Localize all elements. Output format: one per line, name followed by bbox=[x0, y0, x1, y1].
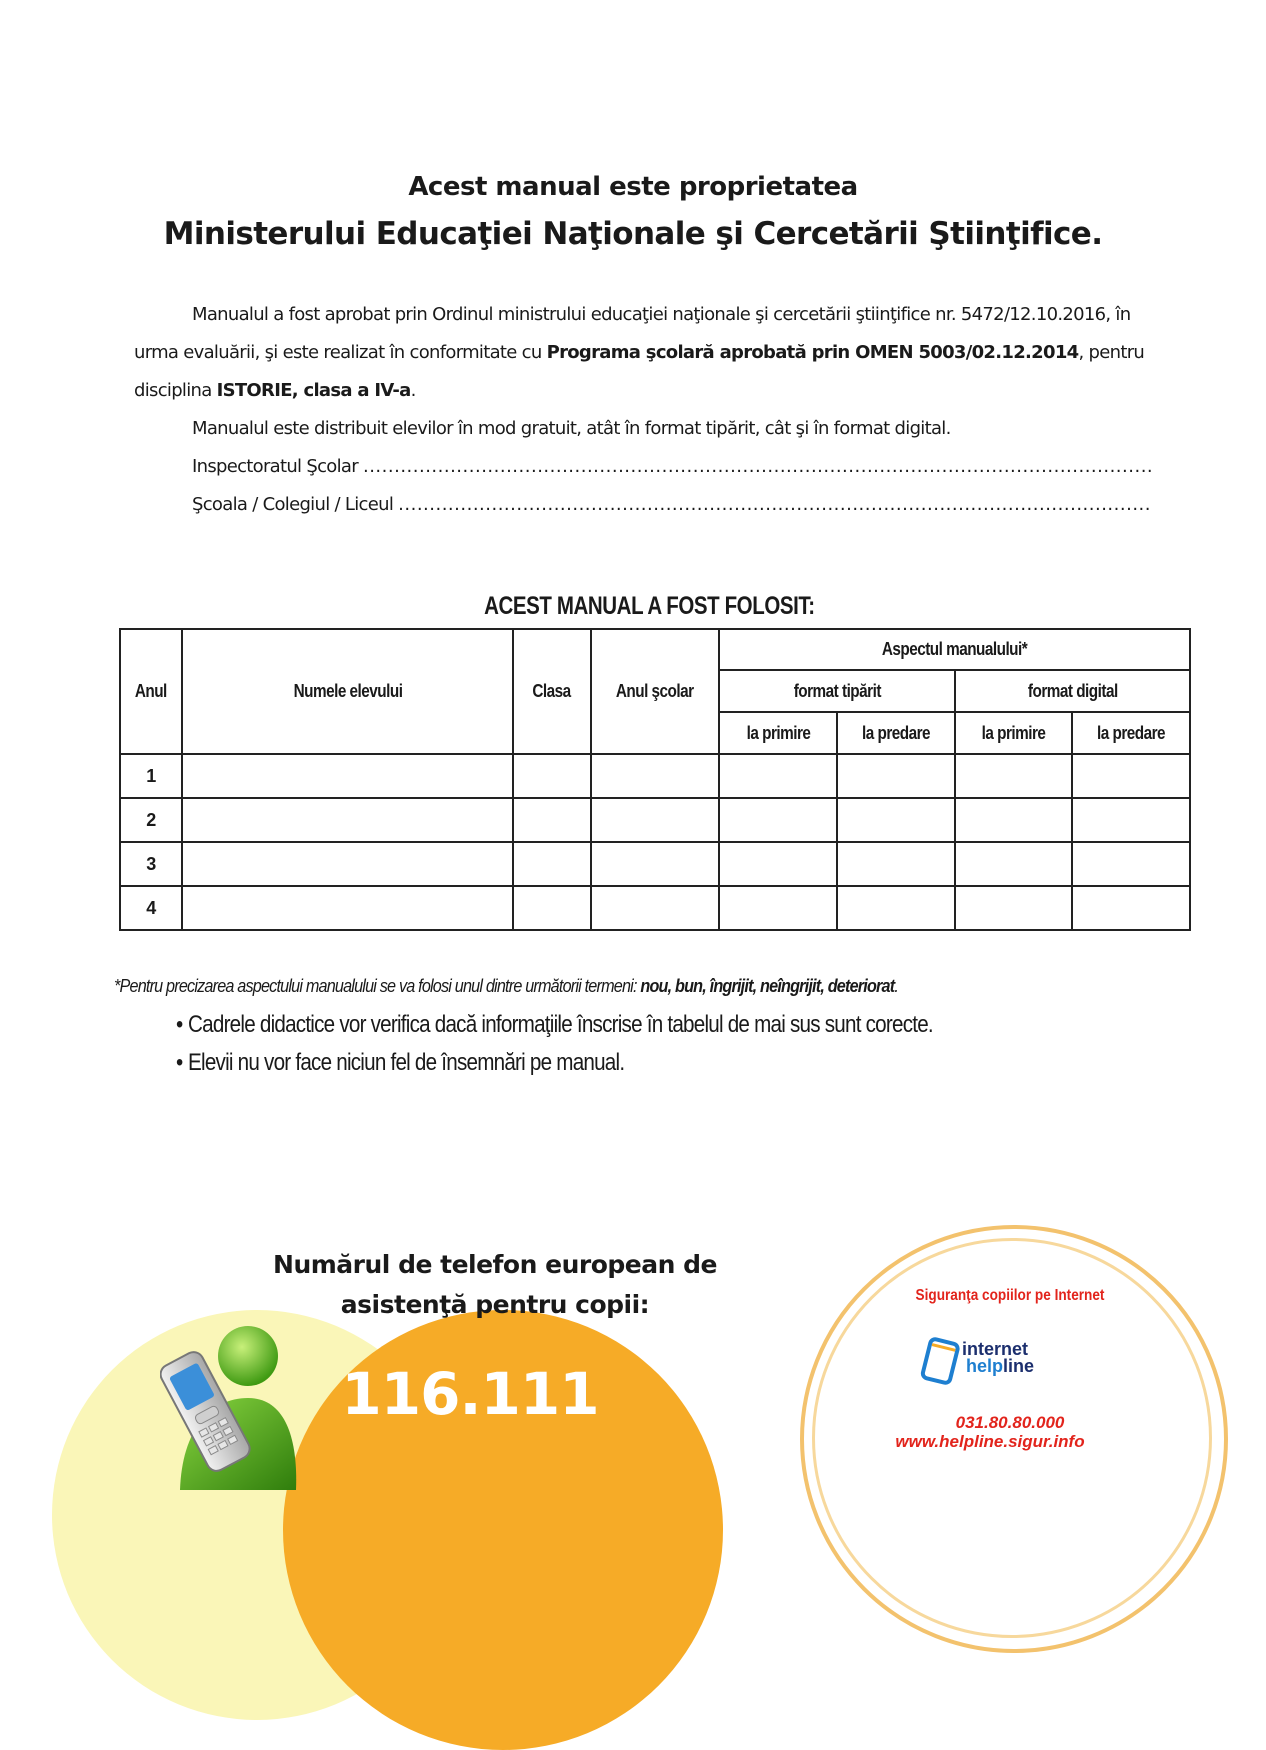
cell-tiparit-primire[interactable] bbox=[719, 886, 837, 930]
header-digital-la-predare: la predare bbox=[1072, 712, 1190, 754]
hotline-title-line-2: asistenţă pentru copii: bbox=[340, 1290, 650, 1319]
cell-anul-scolar[interactable] bbox=[591, 842, 720, 886]
inspectorat-label: Inspectoratul Şcolar bbox=[192, 456, 358, 477]
cell-digital-predare[interactable] bbox=[1072, 798, 1190, 842]
table-row bbox=[120, 798, 1190, 842]
header-numele: Numele elevului bbox=[182, 629, 514, 754]
cell-tiparit-primire[interactable] bbox=[719, 754, 837, 798]
cell-numele[interactable] bbox=[182, 886, 514, 930]
instruction-text: Elevii nu vor face niciun fel de însemnări pe manual. bbox=[188, 1049, 625, 1076]
usage-table-title: ACEST MANUAL A FOST FOLOSIT: bbox=[484, 592, 815, 620]
table-row bbox=[120, 842, 1190, 886]
cell-digital-predare[interactable] bbox=[1072, 842, 1190, 886]
distribution-paragraph: Manualul este distribuit elevilor în mod gratuit, atât în format tipărit, cât şi în format digital. bbox=[192, 418, 951, 439]
footnote-text: *Pentru precizarea aspectului manualului se va folosi unul dintre următorii termeni: bbox=[114, 976, 641, 996]
instructions-list bbox=[176, 1006, 1036, 1082]
row-number: 3 bbox=[120, 842, 182, 886]
cell-clasa[interactable] bbox=[513, 886, 590, 930]
cell-digital-primire[interactable] bbox=[955, 886, 1073, 930]
table-row bbox=[120, 754, 1190, 798]
cell-digital-predare[interactable] bbox=[1072, 886, 1190, 930]
cell-anul-scolar[interactable] bbox=[591, 798, 720, 842]
cell-tiparit-predare[interactable] bbox=[837, 842, 955, 886]
cell-clasa[interactable] bbox=[513, 842, 590, 886]
logo-line: line bbox=[1003, 1356, 1035, 1376]
title-line-2: Ministerului Educaţiei Naţionale şi Cercetării Ştiinţifice. bbox=[163, 216, 1103, 252]
header-clasa: Clasa bbox=[513, 629, 590, 754]
bullet-icon: • bbox=[176, 1011, 183, 1038]
logo-line-1: internet bbox=[962, 1339, 1029, 1359]
list-item bbox=[176, 1044, 1036, 1082]
header-anul-scolar: Anul şcolar bbox=[591, 629, 720, 754]
cell-digital-predare[interactable] bbox=[1072, 754, 1190, 798]
cell-clasa[interactable] bbox=[513, 754, 590, 798]
hotline-number: 116.111 bbox=[341, 1360, 599, 1428]
programa-text: Programa şcolară aprobată prin OMEN 5003/02.12.2014 bbox=[546, 342, 1079, 363]
scoala-line bbox=[134, 486, 1164, 524]
helpline-phone: 031.80.80.000 bbox=[955, 1413, 1065, 1432]
header-anul: Anul bbox=[120, 629, 182, 754]
logo-help: help bbox=[966, 1356, 1004, 1376]
header-format-digital: format digital bbox=[955, 670, 1190, 712]
row-number: 4 bbox=[120, 886, 182, 930]
instruction-text: Cadrele didactice vor verifica dacă informaţiile înscrise în tabelul de mai sus sunt corecte. bbox=[188, 1011, 933, 1038]
cell-tiparit-primire[interactable] bbox=[719, 842, 837, 886]
cell-tiparit-primire[interactable] bbox=[719, 798, 837, 842]
bullet-icon: • bbox=[176, 1049, 183, 1076]
title-line-1: Acest manual este proprietatea bbox=[408, 172, 858, 202]
cell-digital-primire[interactable] bbox=[955, 754, 1073, 798]
cell-tiparit-predare[interactable] bbox=[837, 886, 955, 930]
helpline-url-link[interactable]: www.helpline.sigur.info bbox=[895, 1432, 1085, 1451]
cell-digital-primire[interactable] bbox=[955, 842, 1073, 886]
cell-tiparit-predare[interactable] bbox=[837, 798, 955, 842]
cell-clasa[interactable] bbox=[513, 798, 590, 842]
cell-anul-scolar[interactable] bbox=[591, 754, 720, 798]
cell-numele[interactable] bbox=[182, 754, 514, 798]
scoala-label: Şcoala / Colegiul / Liceul bbox=[192, 494, 394, 515]
helpline-caption: Siguranţa copiilor pe Internet bbox=[915, 1287, 1105, 1304]
hotline-title bbox=[260, 1245, 730, 1325]
row-number: 1 bbox=[120, 754, 182, 798]
header-aspect: Aspectul manualului* bbox=[719, 629, 1190, 670]
approval-period: . bbox=[410, 380, 416, 401]
approval-text-2: , pentru disciplina bbox=[134, 342, 1145, 401]
cell-numele[interactable] bbox=[182, 842, 514, 886]
usage-table bbox=[119, 628, 1191, 931]
header-format-tiparit: format tipărit bbox=[719, 670, 954, 712]
cell-tiparit-predare[interactable] bbox=[837, 754, 955, 798]
footnote-terms: nou, bun, îngrijit, neîngrijit, deteriorat bbox=[640, 976, 895, 996]
cell-digital-primire[interactable] bbox=[955, 798, 1073, 842]
discipline-text: ISTORIE, clasa a IV-a bbox=[216, 380, 411, 401]
cell-anul-scolar[interactable] bbox=[591, 886, 720, 930]
mobile-phone-icon bbox=[160, 1320, 300, 1490]
intro-text bbox=[134, 296, 1164, 524]
list-item bbox=[176, 1006, 1036, 1044]
hotline-title-line-1: Numărul de telefon european de bbox=[273, 1250, 717, 1279]
approval-text: Manualul a fost aprobat prin Ordinul ministrului educaţiei naţionale şi cercetării ştiinţifice nr. 5472/12.10.2016, în urma evaluării, şi este realizat în conformitate cu bbox=[134, 304, 1131, 363]
inspectorat-line bbox=[134, 448, 1164, 486]
cell-numele[interactable] bbox=[182, 798, 514, 842]
approval-paragraph bbox=[134, 296, 1164, 410]
header-tiparit-la-predare: la predare bbox=[837, 712, 955, 754]
header-tiparit-la-primire: la primire bbox=[719, 712, 837, 754]
helpline-logo bbox=[962, 1341, 1034, 1375]
header-digital-la-primire: la primire bbox=[955, 712, 1073, 754]
footnote-end: . bbox=[894, 976, 899, 996]
scoala-dots: ......................................................................................................................... bbox=[398, 494, 1151, 515]
logo-line-2 bbox=[962, 1358, 1034, 1375]
inspectorat-dots: ............................................................................................................................... bbox=[362, 456, 1154, 477]
table-row bbox=[120, 886, 1190, 930]
row-number: 2 bbox=[120, 798, 182, 842]
aspect-footnote bbox=[114, 976, 1104, 997]
